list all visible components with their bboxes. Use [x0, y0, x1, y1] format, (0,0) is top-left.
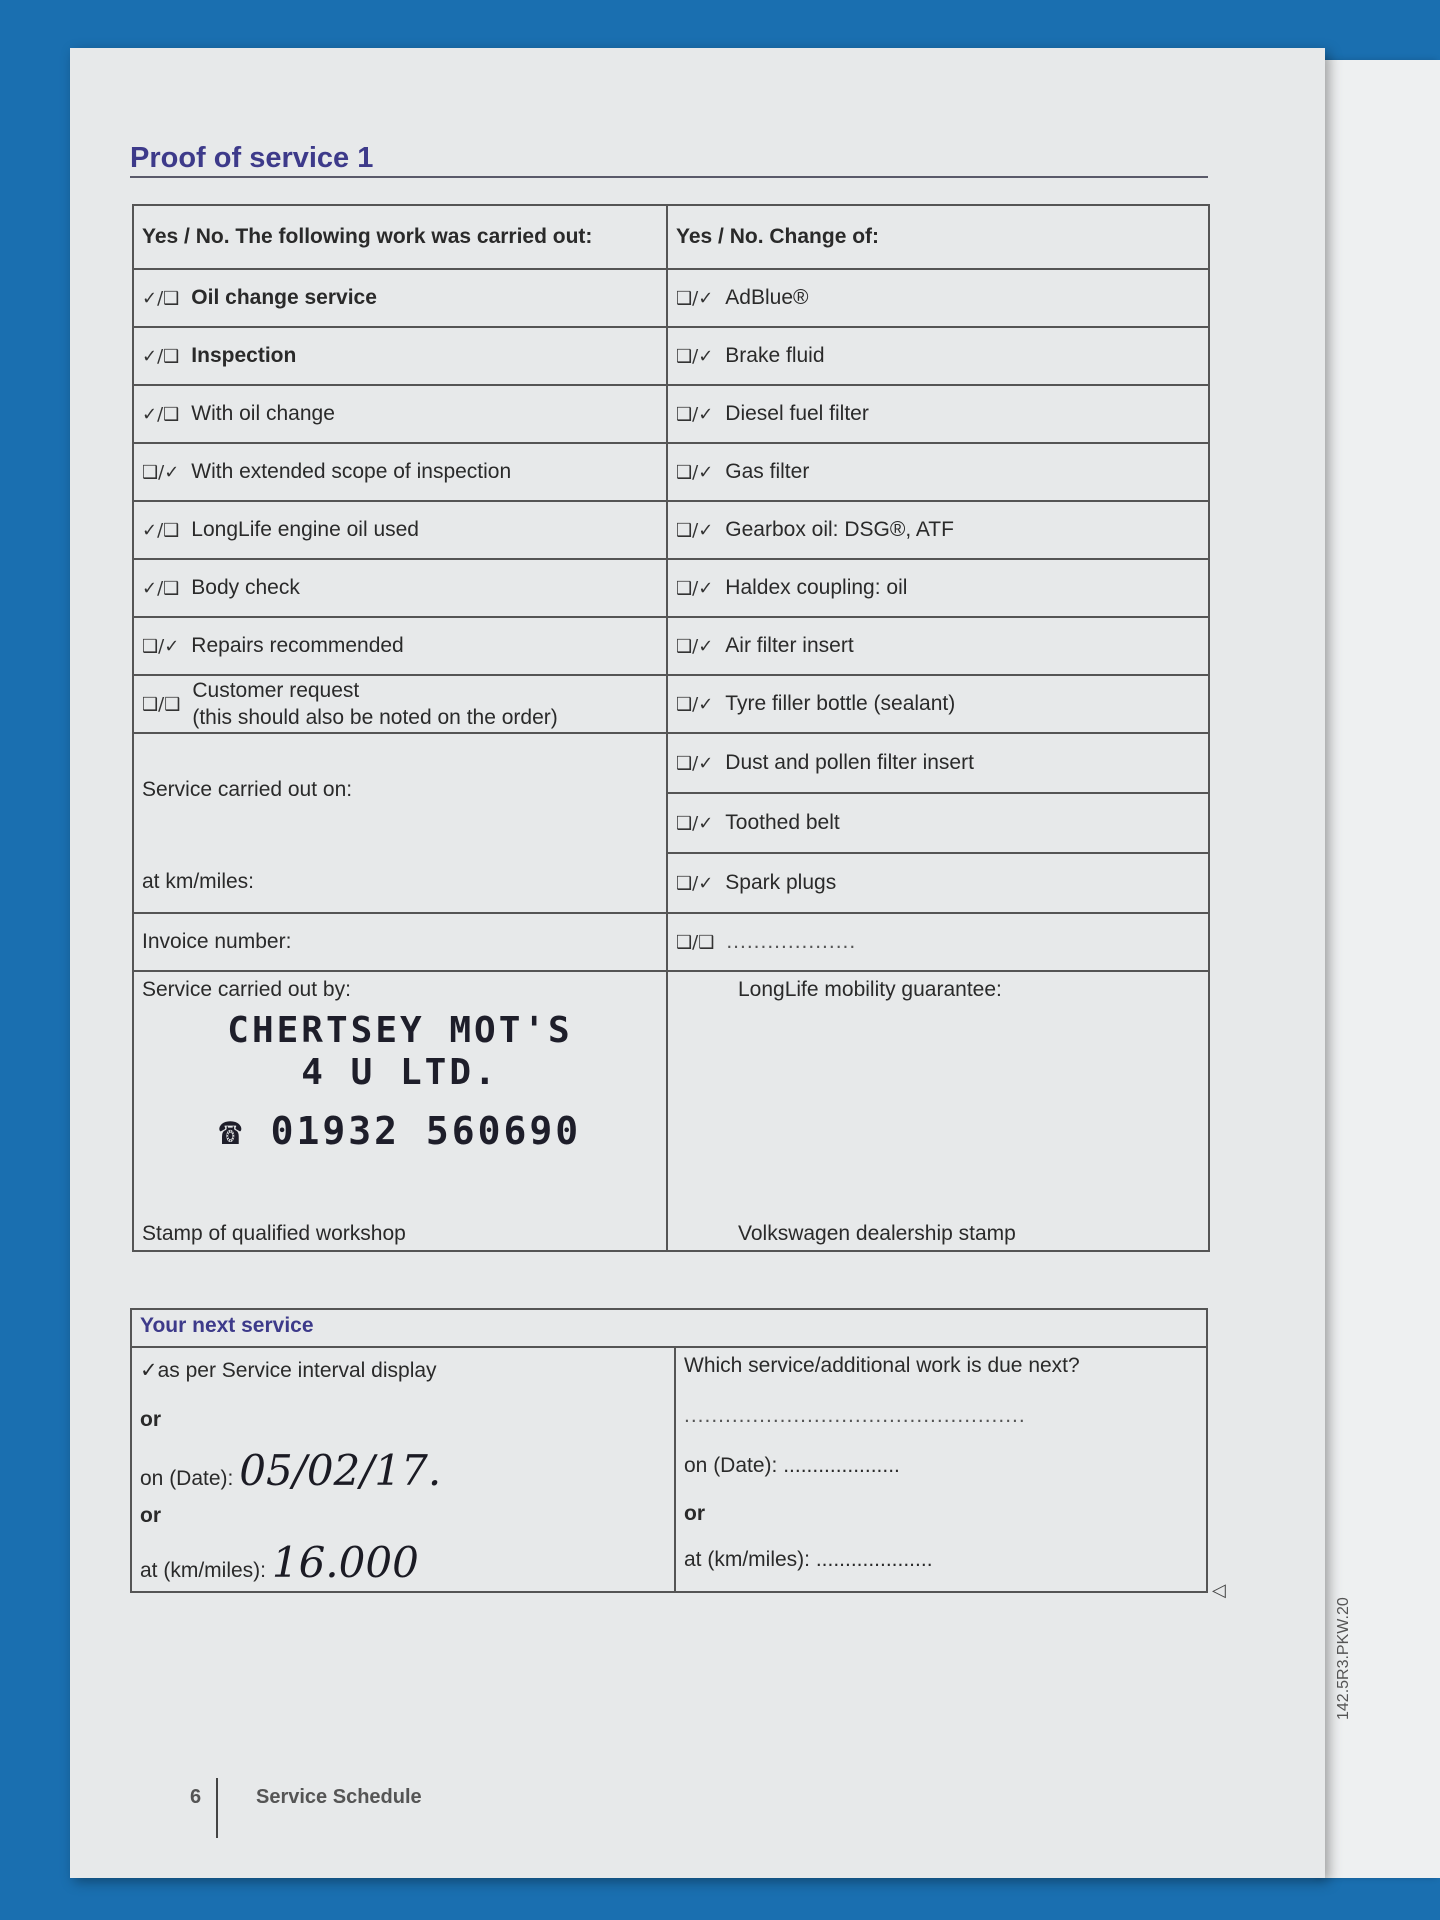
work-label: With extended scope of inspection	[191, 460, 512, 483]
next-work-question: Which service/additional work is due next?	[684, 1354, 1080, 1377]
checkbox-pair[interactable]: ❑/✓	[676, 753, 714, 774]
checkbox-pair[interactable]: ❑/✓	[676, 520, 714, 541]
spine-code: 142.5R3.PKW.20	[1335, 1597, 1352, 1720]
next-date-blank[interactable]: on (Date): ....................	[684, 1454, 900, 1477]
change-row-haldex-coupling	[667, 559, 1209, 617]
change-label: Air filter insert	[725, 634, 854, 657]
checkbox-pair[interactable]: ❑/✓	[676, 404, 714, 425]
next-service-left	[131, 1347, 675, 1592]
work-row-customer-request	[133, 675, 667, 733]
km-miles-label: at km/miles:	[142, 870, 255, 893]
footer-divider	[216, 1778, 218, 1838]
work-label: Inspection	[191, 344, 297, 367]
checkbox-pair[interactable]: ❑/❑	[142, 693, 181, 715]
checkbox-pair[interactable]: ✓/❑	[142, 404, 180, 425]
work-label: Oil change service	[191, 286, 377, 309]
work-label: Repairs recommended	[191, 634, 404, 657]
workshop-stamp-cell	[133, 971, 667, 1251]
change-row-diesel-fuel-filter	[667, 385, 1209, 443]
work-row-inspection	[133, 327, 667, 385]
change-label: Brake fluid	[725, 344, 825, 367]
change-row-gearbox-oil	[667, 501, 1209, 559]
or-label: or	[140, 1504, 161, 1527]
service-table	[132, 204, 1210, 1252]
interval-display-option[interactable]: ✓as per Service interval display	[140, 1359, 437, 1382]
change-row-gas-filter	[667, 443, 1209, 501]
change-row-tyre-filler	[667, 675, 1209, 733]
right-header: Yes / No. Change of:	[667, 205, 1209, 269]
checkbox-pair[interactable]: ✓/❑	[142, 346, 180, 367]
footer-label: Service Schedule	[256, 1786, 422, 1808]
work-row-extended-scope	[133, 443, 667, 501]
work-label: Customer request	[192, 679, 360, 702]
checkbox-pair[interactable]: ❑/✓	[142, 636, 180, 657]
next-km-label: at (km/miles):	[140, 1559, 266, 1582]
work-row-repairs-recommended	[133, 617, 667, 675]
next-km-value: 16.000	[271, 1538, 419, 1587]
change-row-dust-pollen-filter	[667, 733, 1209, 793]
or-label: or	[684, 1502, 705, 1525]
checkbox-pair[interactable]: ❑/❑	[676, 932, 715, 953]
next-service-right	[675, 1347, 1207, 1592]
work-label: Body check	[191, 576, 300, 599]
checkbox-pair[interactable]: ❑/✓	[676, 694, 714, 715]
checkbox-pair[interactable]: ❑/✓	[676, 578, 714, 599]
change-label: Gearbox oil: DSG®, ATF	[725, 518, 954, 541]
checkbox-pair[interactable]: ❑/✓	[676, 462, 714, 483]
change-row-air-filter	[667, 617, 1209, 675]
change-label: Tyre filler bottle (sealant)	[725, 692, 956, 715]
dealer-stamp-cell	[667, 971, 1209, 1251]
work-row-with-oil-change	[133, 385, 667, 443]
change-label: Gas filter	[725, 460, 810, 483]
work-label-note: (this should also be noted on the order)	[192, 706, 558, 729]
stamp-phone: ☎ 01932 560690	[218, 1109, 582, 1153]
page-number: 6	[190, 1786, 202, 1808]
checkbox-pair[interactable]: ✓/❑	[142, 288, 180, 309]
service-on-label: Service carried out on:	[142, 778, 353, 801]
document-page	[70, 48, 1325, 1878]
change-label: Haldex coupling: oil	[725, 576, 908, 599]
work-label: With oil change	[191, 402, 335, 425]
invoice-label: Invoice number:	[142, 930, 292, 953]
checkbox-pair[interactable]: ✓/❑	[142, 520, 180, 541]
left-header: Yes / No. The following work was carried out:	[133, 205, 667, 269]
next-date-label: on (Date):	[140, 1467, 234, 1490]
stamp-label: Stamp of qualified workshop	[142, 1222, 406, 1245]
work-row-oil-change-service	[133, 269, 667, 327]
change-label-blank: ...................	[726, 930, 857, 953]
service-by-label: Service carried out by:	[142, 978, 351, 1001]
next-km-field[interactable]	[140, 1538, 419, 1587]
change-label: AdBlue®	[725, 286, 809, 309]
checkbox-pair[interactable]: ❑/✓	[676, 288, 714, 309]
next-date-field[interactable]	[140, 1446, 441, 1495]
change-label: Spark plugs	[725, 871, 837, 894]
next-date-value: 05/02/17.	[239, 1446, 442, 1495]
next-km-blank[interactable]: at (km/miles): ....................	[684, 1548, 933, 1571]
checkbox-pair[interactable]: ❑/✓	[142, 462, 180, 483]
change-row-toothed-belt	[667, 793, 1209, 853]
page-title: Proof of service 1	[130, 142, 374, 174]
checkbox-pair[interactable]: ✓/❑	[142, 578, 180, 599]
change-label: Dust and pollen filter insert	[725, 751, 974, 774]
service-date-km-cell	[133, 733, 667, 913]
work-row-body-check	[133, 559, 667, 617]
workshop-stamp	[134, 1010, 666, 1152]
invoice-number-cell	[133, 913, 667, 971]
change-row-adblue	[667, 269, 1209, 327]
change-row-other	[667, 913, 1209, 971]
dealer-stamp-label: Volkswagen dealership stamp	[738, 1222, 1016, 1245]
checkbox-pair[interactable]: ❑/✓	[676, 813, 714, 834]
change-label: Toothed belt	[725, 811, 840, 834]
next-service-table	[130, 1308, 1208, 1593]
work-label: LongLife engine oil used	[191, 518, 419, 541]
checkbox-pair[interactable]: ❑/✓	[676, 873, 714, 894]
stamp-line-2: 4 U LTD.	[301, 1052, 499, 1093]
checkbox-pair[interactable]: ❑/✓	[676, 636, 714, 657]
change-label: Diesel fuel filter	[725, 402, 869, 425]
arrow-marker-icon: ◁	[1212, 1580, 1226, 1600]
guarantee-label: LongLife mobility guarantee:	[738, 978, 1002, 1001]
work-row-longlife-oil	[133, 501, 667, 559]
title-rule	[130, 176, 1208, 178]
or-label: or	[140, 1408, 161, 1431]
checkbox-pair[interactable]: ❑/✓	[676, 346, 714, 367]
stamp-line-1: CHERTSEY MOT'S	[227, 1010, 573, 1051]
next-service-header: Your next service	[131, 1309, 1207, 1347]
next-work-blank[interactable]: ..................................................	[684, 1404, 1026, 1427]
change-row-spark-plugs	[667, 853, 1209, 913]
change-row-brake-fluid	[667, 327, 1209, 385]
